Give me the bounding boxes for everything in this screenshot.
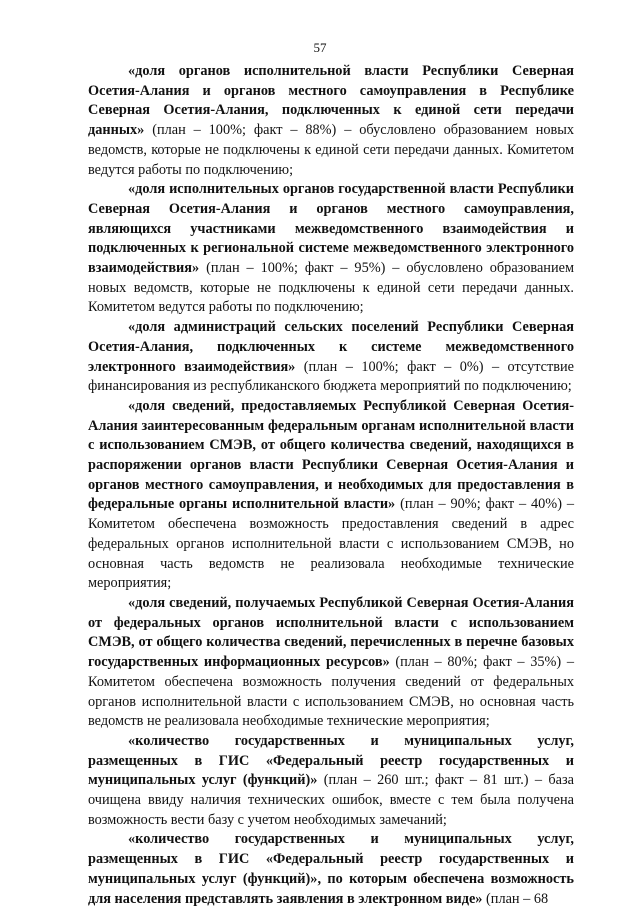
indicator-comment: (план – 100%; факт – 88%) – обусловлено образованием новых ведомств, которые не подключены к единой сети передачи данных. Комитетом ведутся работы по подключению;: [88, 122, 574, 178]
paragraph: [88, 830, 574, 909]
indicator-comment: (план – 100%; факт – 0%) – отсутствие финансирования из республиканского бюджета мероприятий по подключению;: [88, 358, 574, 395]
indicator-comment: (план – 90%; факт – 40%) – Комитетом обеспечена возможность предоставления сведений в адрес федеральных органов исполнительной власти с использованием СМЭВ, но основная часть ведомств не реализовала необходимые технические мероприятия;: [88, 496, 574, 592]
indicator-name: «доля сведений, получаемых Республикой Северная Осетия-Алания от федеральных органов исполнительной власти с использованием СМЭВ, от общего количества сведений, перечисленных в перечне базовых государственных информационных ресурсов»: [88, 594, 574, 671]
indicator-comment: (план – 68: [482, 890, 549, 907]
paragraph: [88, 62, 574, 180]
indicator-name: «количество государственных и муниципальных услуг, размещенных в ГИС «Федеральный реестр государственных и муниципальных услуг (функций)», по которым обеспечена возможность для населения представлять заявления в электронном виде»: [88, 831, 574, 907]
indicator-comment: (план – 260 шт.; факт – 81 шт.) – база очищена ввиду наличия технических ошибок, вместе с тем была получена возможность вести базу с учетом необходимых замечаний;: [88, 772, 574, 828]
paragraph: [88, 594, 574, 732]
indicator-name: «доля органов исполнительной власти Республики Северная Осетия-Алания и органов местного самоуправления в Республике Северная Осетия-Алания, подключенных к единой сети передачи данных»: [88, 63, 574, 139]
document-body: [88, 62, 574, 909]
page-number: 57: [313, 40, 327, 55]
paragraph: [88, 180, 574, 318]
paragraph: [88, 732, 574, 831]
indicator-comment: (план – 100%; факт – 95%) – обусловлено образованием новых ведомств, которые не подключены к единой сети передачи данных. Комитетом ведутся работы по подключению;: [88, 260, 574, 316]
indicator-comment: (план – 80%; факт – 35%) – Комитетом обеспечена возможность получения сведений от федеральных органов исполнительной власти с использованием СМЭВ, но основная часть ведомств не реализовала необходимые технические мероприятия;: [88, 654, 574, 730]
indicator-name: «количество государственных и муниципальных услуг, размещенных в ГИС «Федеральный реестр государственных и муниципальных услуг (функций)»: [88, 732, 574, 789]
indicator-name: «доля администраций сельских поселений Республики Северная Осетия-Алания, подключенных к системе межведомственного электронного взаимодействия»: [88, 319, 574, 375]
paragraph: [88, 397, 574, 594]
indicator-name: «доля сведений, предоставляемых Республикой Северная Осетия-Алания заинтересованным федеральным органам исполнительной власти с использованием СМЭВ, от общего количества сведений, находящихся в распоряжении органов власти Республики Северная Осетия-Алания и органов местного самоуправления, и необходимых для предоставления в федеральные органы исполнительной власти»: [88, 397, 574, 513]
indicator-name: «доля исполнительных органов государственной власти Республики Северная Осетия-Алания и органов местного самоуправления, являющихся участниками межведомственного взаимодействия и подключенных к региональной системе межведомственного электронного взаимодействия»: [88, 181, 574, 277]
paragraph: [88, 318, 574, 397]
